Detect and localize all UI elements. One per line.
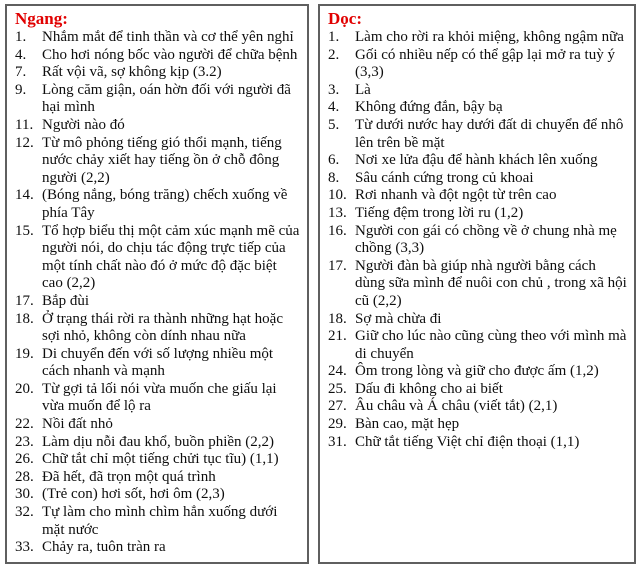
clue-number: 19. [15, 345, 34, 362]
clue-number: 17. [15, 292, 34, 309]
clue-number: 2. [328, 46, 340, 63]
clue-text: Âu châu và Á châu (viết tắt) (2,1) [355, 398, 558, 415]
clue-number: 5. [328, 116, 340, 133]
clue-number: 3. [328, 81, 340, 98]
clue-number: 4. [328, 99, 340, 116]
clue-item [328, 47, 628, 82]
clue-item [15, 293, 301, 311]
clue-item [15, 469, 301, 487]
clue-text: Từ mô phỏng tiếng gió thổi mạnh, tiếng nước chảy xiết hay tiếng ồn ở chỗ đông người (2,2) [42, 134, 282, 186]
clue-item [15, 486, 301, 504]
clue-text: Từ gợi tả lối nói vừa muốn che giấu lại vừa muốn để lộ ra [42, 380, 277, 415]
clue-item [15, 311, 301, 346]
clue-item [328, 187, 628, 205]
across-column [5, 4, 309, 564]
clue-text: Lòng căm giận, oán hờn đối với người đã hại mình [42, 81, 291, 116]
clue-number: 20. [15, 380, 34, 397]
clue-number: 28. [15, 468, 34, 485]
clue-text: Sâu cánh cứng trong củ khoai [355, 169, 534, 186]
clue-number: 14. [15, 187, 34, 204]
clue-text: Đã hết, đã trọn một quá trình [42, 468, 216, 485]
clue-number: 29. [328, 416, 347, 433]
clue-number: 26. [15, 451, 34, 468]
clue-item [328, 434, 628, 452]
clue-number: 27. [328, 398, 347, 415]
clue-text: Giữ cho lúc nào cũng cùng theo với mình mà di chuyển [355, 328, 627, 362]
clue-number: 33. [15, 539, 34, 556]
clue-item [15, 381, 301, 416]
clue-item [15, 64, 301, 82]
clue-text: Không đứng đắn, bậy bạ [355, 99, 503, 116]
clue-number: 24. [328, 363, 347, 380]
clue-item [15, 135, 301, 188]
clue-number: 11. [15, 116, 34, 133]
crossword-clues-panel [5, 4, 636, 564]
clue-item [328, 223, 628, 258]
clue-text: Tổ hợp biểu thị một cảm xúc mạnh mẽ của người nói, do chịu tác động trực tiếp của một tính chất nào đó ở mức độ đặc biệt cao (2,2) [42, 222, 300, 292]
clue-text: (Bóng nắng, bóng trăng) chếch xuống về phía Tây [42, 187, 288, 221]
clue-text: Làm dịu nỗi đau khổ, buồn phiền (2,2) [42, 433, 275, 450]
clue-text: Làm cho rời ra khỏi miệng, không ngậm nữa [355, 29, 624, 45]
clue-item [15, 539, 301, 557]
clue-item [15, 451, 301, 469]
clue-text: Tiếng đệm trong lời ru (1,2) [355, 204, 524, 221]
across-header: Ngang: [15, 9, 68, 28]
clue-text: Nơi xe lửa đậu để hành khách lên xuống [355, 152, 598, 169]
clue-text: Rơi nhanh và đột ngột từ trên cao [355, 187, 557, 204]
clue-item [15, 416, 301, 434]
clue-number: 1. [15, 29, 27, 45]
clue-text: Tự làm cho mình chìm hẳn xuống dưới mặt nước [42, 504, 278, 538]
clue-number: 23. [15, 433, 34, 450]
down-column [318, 4, 636, 564]
clue-text: Di chuyển đến với số lượng nhiều một cách nhanh và mạnh [42, 345, 274, 380]
clue-number: 25. [328, 380, 347, 397]
clue-number: 22. [15, 416, 34, 433]
clue-text: Gối có nhiều nếp có thể gập lại mở ra tuỳ ý (3,3) [355, 46, 615, 81]
clue-text: Cho hơi nóng bốc vào người để chữa bệnh [42, 46, 298, 63]
clue-item [328, 99, 628, 117]
clue-text: Ở trạng thái rời ra thành những hạt hoặc sợi nhỏ, không còn dính nhau nữa [42, 310, 283, 345]
across-clue-list [15, 29, 301, 557]
clue-item [328, 381, 628, 399]
clue-item [328, 416, 628, 434]
clue-text: Rất vội vã, sợ không kịp (3.2) [42, 64, 222, 81]
clue-number: 1. [328, 29, 340, 45]
clue-item [328, 170, 628, 188]
clue-text: Chữ tắt chỉ một tiếng chửi tục tĩu) (1,1) [42, 451, 279, 468]
clue-number: 12. [15, 134, 34, 151]
clue-text: Từ dưới nước hay dưới đất di chuyển để nhô lên trên bề mặt [355, 116, 624, 151]
clue-item [328, 398, 628, 416]
clue-text: Bàn cao, mặt hẹp [355, 416, 460, 433]
clue-text: Người con gái có chồng về ở chung nhà mẹ chồng (3,3) [355, 222, 617, 257]
clue-text: Chảy ra, tuôn tràn ra [42, 539, 166, 556]
clue-item [328, 152, 628, 170]
clue-text: Nhắm mắt để tinh thần và cơ thể yên nghỉ [42, 29, 294, 45]
clue-number: 8. [328, 169, 340, 186]
clue-text: Bắp đùi [42, 292, 90, 309]
clue-text: Sợ mà chừa đi [355, 310, 442, 327]
clue-item [328, 311, 628, 329]
clue-item [15, 346, 301, 381]
clue-item [328, 363, 628, 381]
clue-number: 4. [15, 46, 27, 63]
clue-item [15, 47, 301, 65]
clue-text: Dấu đi không cho ai biết [355, 380, 503, 397]
clue-number: 6. [328, 152, 340, 169]
clue-number: 17. [328, 257, 347, 274]
clue-item [15, 434, 301, 452]
clue-text: Người đàn bà giúp nhà người bằng cách dùng sữa mình để nuôi con chủ , trong xã hội cũ (2,2) [355, 257, 627, 309]
clue-text: Nồi đất nhỏ [42, 416, 113, 433]
clue-number: 31. [328, 433, 347, 450]
clue-item [328, 258, 628, 311]
clue-number: 32. [15, 504, 34, 521]
clue-number: 18. [328, 310, 347, 327]
clue-number: 16. [328, 222, 347, 239]
clue-item [15, 223, 301, 293]
clue-text: Là [355, 81, 371, 98]
clue-number: 30. [15, 486, 34, 503]
clue-item [328, 29, 628, 47]
clue-item [15, 29, 301, 47]
clue-item [328, 328, 628, 363]
clue-item [15, 117, 301, 135]
clue-number: 18. [15, 310, 34, 327]
clue-item [15, 187, 301, 222]
clue-number: 10. [328, 187, 347, 204]
clue-item [328, 82, 628, 100]
clue-number: 7. [15, 64, 27, 81]
clue-text: Chữ tắt tiếng Việt chỉ điện thoại (1,1) [355, 433, 580, 450]
clue-number: 13. [328, 204, 347, 221]
clue-text: Người nào đó [42, 116, 125, 133]
clue-number: 15. [15, 222, 34, 239]
clue-item [328, 205, 628, 223]
down-clue-list [328, 29, 628, 451]
clue-item [15, 504, 301, 539]
clue-item [15, 82, 301, 117]
clue-number: 9. [15, 81, 27, 98]
clue-text: (Trẻ con) hơi sốt, hơi ôm (2,3) [42, 486, 225, 503]
clue-text: Ôm trong lòng và giữ cho được ấm (1,2) [355, 363, 599, 380]
clue-item [328, 117, 628, 152]
down-header: Dọc: [328, 9, 362, 28]
clue-number: 21. [328, 328, 347, 345]
